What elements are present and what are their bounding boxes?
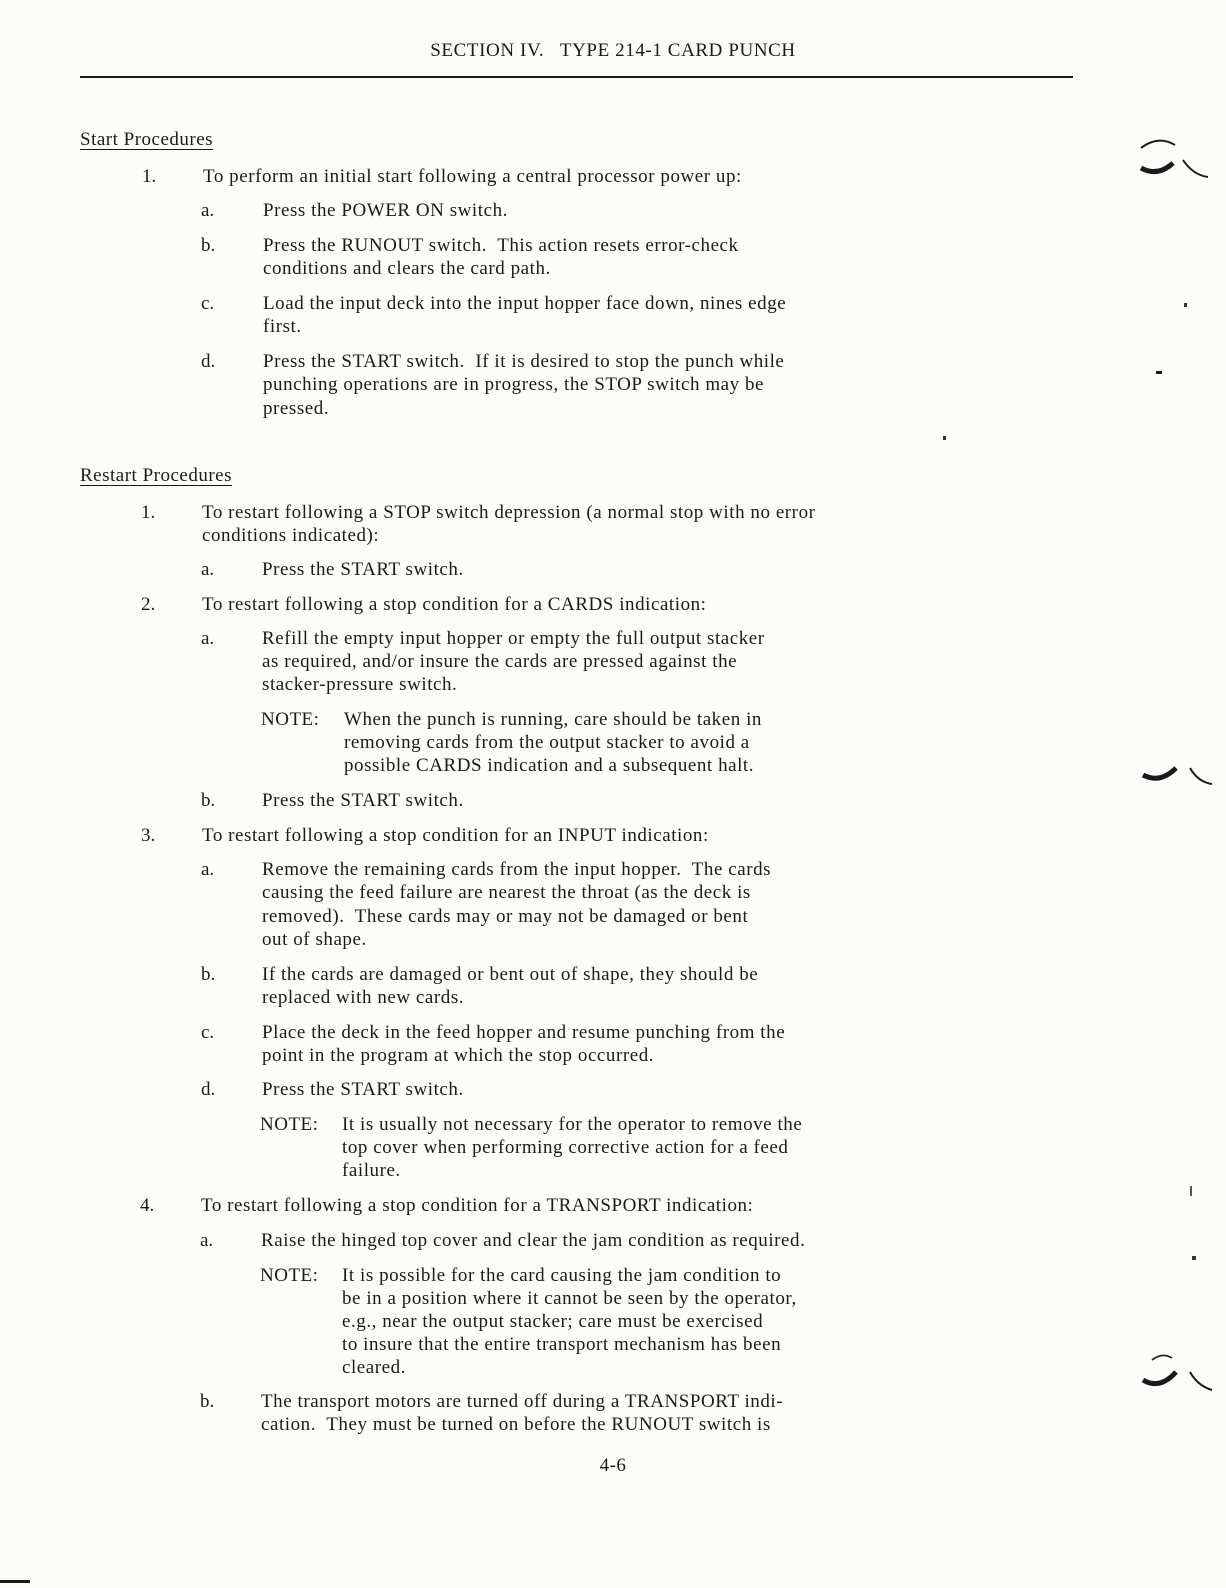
restart-item-2-text: To restart following a stop condition for a CARDS indication: — [202, 594, 707, 615]
start-procedures-heading: Start Procedures — [80, 129, 214, 150]
start-item-1c-line1: Load the input deck into the input hopper face down, nines edge — [263, 293, 787, 314]
start-item-1c-label: c. — [201, 293, 215, 314]
restart-item-3a-line1: Remove the remaining cards from the input hopper. The cards — [262, 859, 772, 880]
restart-item-3-note-line3: failure. — [342, 1160, 401, 1181]
restart-item-2-number: 2. — [141, 594, 156, 615]
restart-item-3b-label: b. — [201, 964, 216, 985]
restart-item-3c-label: c. — [201, 1022, 215, 1043]
header-rule — [80, 76, 1073, 78]
restart-item-2-note-line1: When the punch is running, care should be taken in — [344, 709, 762, 730]
restart-item-1-line2: conditions indicated): — [202, 525, 380, 546]
restart-item-4-note-line4: to insure that the entire transport mechanism has been — [342, 1334, 782, 1355]
restart-item-3b-line1: If the cards are damaged or bent out of shape, they should be — [262, 964, 759, 985]
restart-item-1-line1: To restart following a STOP switch depression (a normal stop with no error — [202, 502, 816, 523]
restart-item-4-note-line1: It is possible for the card causing the jam condition to — [342, 1265, 782, 1286]
start-item-1b-line1: Press the RUNOUT switch. This action resets error-check — [263, 235, 739, 256]
restart-item-1a-label: a. — [201, 559, 215, 580]
restart-item-3a-line4: out of shape. — [262, 929, 367, 950]
restart-item-4b-label: b. — [200, 1391, 215, 1412]
restart-item-2a-line3: stacker-pressure switch. — [262, 674, 458, 695]
restart-item-3c-line1: Place the deck in the feed hopper and resume punching from the — [262, 1022, 786, 1043]
restart-item-4a-line1: Raise the hinged top cover and clear the jam condition as required. — [261, 1230, 806, 1251]
start-item-1b-line2: conditions and clears the card path. — [263, 258, 551, 279]
speck-mark — [1156, 371, 1162, 374]
restart-procedures-heading: Restart Procedures — [80, 465, 232, 486]
page-header: SECTION IV. TYPE 214-1 CARD PUNCH — [430, 40, 796, 61]
start-item-1d-line3: pressed. — [263, 398, 330, 419]
start-item-1b-label: b. — [201, 235, 216, 256]
restart-item-3a-label: a. — [201, 859, 215, 880]
binding-hole-mark-top — [1138, 135, 1213, 185]
restart-item-2-note-line2: removing cards from the output stacker to avoid a — [344, 732, 750, 753]
start-item-1d-label: d. — [201, 351, 216, 372]
restart-item-3c-line2: point in the program at which the stop occurred. — [262, 1045, 655, 1066]
restart-item-4-note-line3: e.g., near the output stacker; care must be exercised — [342, 1311, 764, 1332]
restart-item-4a-label: a. — [200, 1230, 214, 1251]
restart-item-3-note-label: NOTE: — [260, 1114, 319, 1135]
restart-item-3-note-line2: top cover when performing corrective action for a feed — [342, 1137, 789, 1158]
restart-item-2a-line1: Refill the empty input hopper or empty the full output stacker — [262, 628, 765, 649]
restart-item-3d-label: d. — [201, 1079, 216, 1100]
restart-item-4-number: 4. — [140, 1195, 155, 1216]
binding-hole-mark-bottom — [1140, 1350, 1215, 1395]
restart-item-3-text: To restart following a stop condition for an INPUT indication: — [202, 825, 709, 846]
restart-item-3-number: 3. — [141, 825, 156, 846]
speck-mark — [1190, 1186, 1192, 1196]
start-item-1a-line1: Press the POWER ON switch. — [263, 200, 508, 221]
restart-item-3-note-line1: It is usually not necessary for the operator to remove the — [342, 1114, 803, 1135]
restart-item-2-note-line3: possible CARDS indication and a subsequent halt. — [344, 755, 755, 776]
start-item-1d-line2: punching operations are in progress, the STOP switch may be — [263, 374, 765, 395]
start-item-1-text: To perform an initial start following a central processor power up: — [203, 166, 742, 187]
restart-item-4-note-label: NOTE: — [260, 1265, 319, 1286]
restart-item-1a-line1: Press the START switch. — [262, 559, 464, 580]
start-item-1d-line1: Press the START switch. If it is desired to stop the punch while — [263, 351, 785, 372]
restart-item-3d-line1: Press the START switch. — [262, 1079, 464, 1100]
restart-item-4-note-line5: cleared. — [342, 1357, 406, 1378]
speck-mark — [1184, 303, 1187, 307]
restart-item-2a-line2: as required, and/or insure the cards are pressed against the — [262, 651, 738, 672]
restart-item-2a-label: a. — [201, 628, 215, 649]
restart-item-4b-line2: cation. They must be turned on before the RUNOUT switch is — [261, 1414, 771, 1435]
restart-item-2b-line1: Press the START switch. — [262, 790, 464, 811]
speck-mark — [943, 436, 946, 440]
restart-item-3a-line3: removed). These cards may or may not be damaged or bent — [262, 906, 749, 927]
page-number: 4-6 — [599, 1455, 627, 1476]
binding-hole-mark-middle — [1140, 760, 1215, 795]
restart-item-4-text: To restart following a stop condition for a TRANSPORT indication: — [201, 1195, 754, 1216]
restart-item-3a-line2: causing the feed failure are nearest the throat (as the deck is — [262, 882, 751, 903]
start-item-1-number: 1. — [142, 166, 157, 187]
corner-scan-mark — [0, 1580, 30, 1583]
start-item-1c-line2: first. — [263, 316, 302, 337]
restart-item-2b-label: b. — [201, 790, 216, 811]
restart-item-4b-line1: The transport motors are turned off during a TRANSPORT indi- — [261, 1391, 784, 1412]
restart-item-3b-line2: replaced with new cards. — [262, 987, 465, 1008]
restart-item-2-note-label: NOTE: — [261, 709, 320, 730]
start-item-1a-label: a. — [201, 200, 215, 221]
speck-mark — [1192, 1256, 1196, 1260]
restart-item-4-note-line2: be in a position where it cannot be seen by the operator, — [342, 1288, 797, 1309]
restart-item-1-number: 1. — [141, 502, 156, 523]
